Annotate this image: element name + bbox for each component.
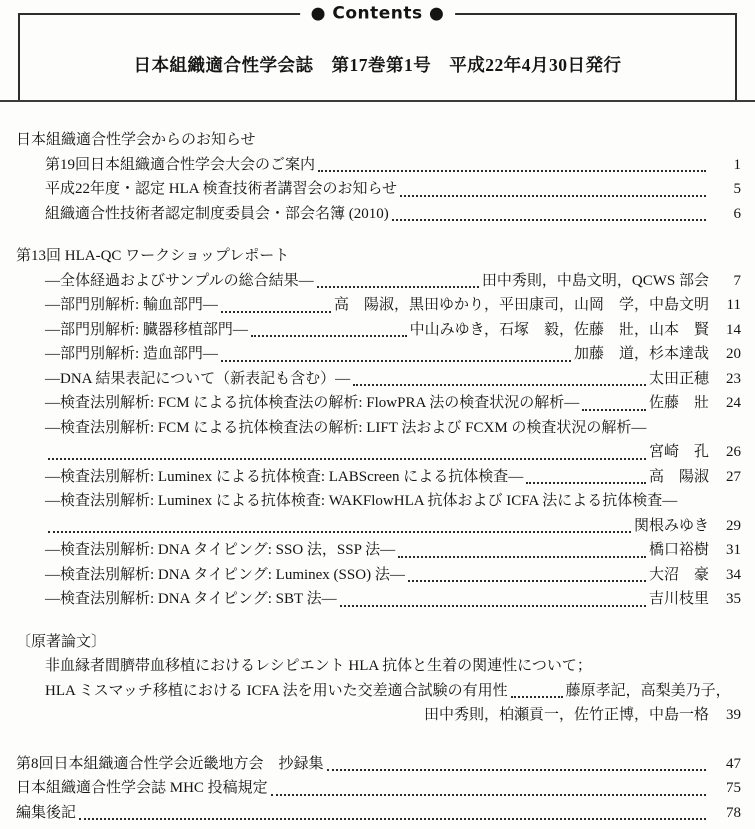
toc-row-page: 7 — [733, 272, 741, 289]
toc-row-page: 6 — [733, 205, 741, 222]
toc-row — [45, 293, 741, 318]
toc-section-3 — [16, 630, 741, 728]
dot-leader — [221, 311, 331, 313]
toc-row — [45, 367, 741, 392]
toc-row-title: 第19回日本組織適合性学会大会のご案内 — [45, 156, 316, 173]
toc-row-authors: 高 陽淑，黒田ゆかり，平田康司，山岡 学，中島文明 — [333, 297, 709, 313]
toc-row — [45, 318, 741, 343]
dot-leader — [48, 531, 631, 533]
toc-row — [45, 416, 741, 441]
toc-row-authors: 宮崎 孔 — [648, 444, 709, 460]
contents-label: ● Contents ● — [300, 6, 456, 23]
toc-row-authors: 太田正穂 — [648, 370, 709, 387]
section-header: 第13回 HLA-QC ワークショップレポート — [16, 248, 290, 264]
toc-row — [45, 269, 741, 294]
toc-row-page: 78 — [726, 804, 741, 821]
issue-title: 日本組織適合性学会誌 第17巻第1号 平成22年4月30日発行 — [133, 55, 622, 75]
toc-row-title: ―検査法別解析: Luminex による抗体検査: WAKFlowHLA 抗体および ICFA 法による抗体検査― — [45, 493, 678, 509]
toc-section-1 — [16, 128, 741, 226]
toc-row-title: 平成22年度・認定 HLA 検査技術者講習会のお知らせ — [45, 181, 398, 197]
toc-row-title: ―部門別解析: 輸血部門― — [45, 297, 218, 313]
toc-row-title: ―部門別解析: 造血部門― — [45, 346, 218, 362]
toc-row-title: ―検査法別解析: DNA タイピング: SSO 法，SSP 法― — [45, 542, 396, 558]
dot-leader — [392, 219, 706, 221]
toc-row-page: 11 — [726, 297, 741, 313]
toc-row — [45, 679, 741, 704]
toc-row-title: ―検査法別解析: FCM による抗体検査法の解析: FlowPRA 法の検査状況の解析― — [45, 395, 580, 411]
dot-leader — [79, 818, 706, 820]
dot-leader — [318, 170, 706, 172]
toc-row-authors: 関根みゆき — [633, 517, 709, 534]
toc-row-title: ―検査法別解析: Luminex による抗体検査: LABScreen による抗体検査― — [45, 468, 524, 485]
dot-leader — [526, 482, 646, 484]
toc-row-page: 14 — [726, 321, 741, 338]
toc-row — [45, 489, 741, 514]
toc-row-title: ―検査法別解析: DNA タイピング: Luminex (SSO) 法― — [45, 566, 405, 583]
toc-row-authors: 藤原孝記，高梨美乃子， — [565, 682, 731, 699]
toc-row-authors: 加藤 道，杉本達哉 — [573, 346, 709, 362]
toc-row-page: 47 — [726, 755, 741, 772]
toc-row-title: 第8回日本組織適合性学会近畿地方会 抄録集 — [16, 755, 324, 772]
toc-row — [45, 587, 741, 612]
section-header: 日本組織適合性学会からのお知らせ — [16, 132, 256, 148]
toc-row-page: 26 — [726, 444, 741, 460]
toc-row-page: 29 — [726, 517, 741, 534]
toc-row — [45, 202, 741, 227]
toc-row-title: ―DNA 結果表記について（新表記も含む）― — [45, 370, 351, 387]
dot-leader — [317, 286, 479, 288]
dot-leader — [353, 384, 646, 386]
toc-row — [45, 153, 741, 178]
toc-row-title: 組織適合性技術者認定制度委員会・部会名簿 (2010) — [45, 205, 389, 222]
toc-row-page: 1 — [733, 156, 741, 173]
toc-row — [45, 342, 741, 367]
toc-row-page: 35 — [726, 591, 741, 607]
toc-row-authors: 田中秀則，柏瀬貢一，佐竹正博，中島一格 — [423, 707, 709, 723]
dot-leader — [398, 556, 646, 558]
toc-row — [45, 514, 741, 539]
toc-row — [16, 801, 741, 826]
divider-rule — [0, 100, 755, 102]
toc — [16, 128, 741, 825]
issue-title-box — [18, 3, 737, 100]
toc-row-authors: 高 陽淑 — [648, 468, 709, 485]
toc-row — [45, 654, 741, 679]
toc-row-authors: 吉川枝里 — [648, 591, 709, 607]
toc-row — [45, 538, 741, 563]
dot-leader — [251, 335, 407, 337]
dot-leader — [340, 605, 646, 607]
toc-row — [45, 440, 741, 465]
toc-row-title: ―部門別解析: 臓器移植部門― — [45, 321, 248, 338]
toc-row-title: ―検査法別解析: FCM による抗体検査法の解析: LIFT 法および FCXM の検査状況の解析― — [45, 419, 647, 436]
toc-row-page: 75 — [726, 780, 741, 796]
toc-row-title: ―検査法別解析: DNA タイピング: SBT 法― — [45, 591, 337, 607]
dot-leader — [221, 360, 571, 362]
toc-row-page: 24 — [726, 395, 741, 411]
dot-leader — [327, 769, 706, 771]
toc-row-page: 31 — [726, 542, 741, 558]
dot-leader — [48, 458, 646, 460]
toc-section-4 — [16, 752, 741, 826]
toc-row-title: 編集後記 — [16, 804, 77, 821]
dot-leader — [408, 580, 646, 582]
toc-row-authors: 橋口裕樹 — [648, 542, 709, 558]
toc-row — [45, 465, 741, 490]
toc-row-title: HLA ミスマッチ移植における ICFA 法を用いた交差適合試験の有用性 — [45, 682, 508, 699]
toc-row-page: 39 — [726, 707, 741, 723]
toc-row — [16, 776, 741, 801]
toc-row-page: 5 — [733, 181, 741, 197]
toc-row-page: 20 — [726, 346, 741, 362]
toc-row-authors: 佐藤 壯 — [648, 395, 709, 411]
toc-row-title: 非血縁者間臍帯血移植におけるレシピエント HLA 抗体と生着の関連性について； — [45, 658, 592, 674]
toc-row-authors: 大沼 豪 — [648, 566, 709, 583]
toc-row — [16, 752, 741, 777]
toc-row — [45, 177, 741, 202]
section-header: 〔原著論文〕 — [16, 633, 107, 650]
toc-row-title: 日本組織適合性学会誌 MHC 投稿規定 — [16, 780, 268, 796]
toc-row-page: 34 — [726, 566, 741, 583]
toc-row-page: 27 — [726, 468, 741, 485]
toc-row — [45, 703, 741, 728]
toc-row — [45, 391, 741, 416]
toc-row-authors: 中山みゆき，石塚 毅，佐藤 壯，山本 賢 — [409, 321, 709, 338]
dot-leader — [400, 195, 706, 197]
toc-section-2 — [16, 244, 741, 612]
toc-row-page: 23 — [726, 370, 741, 387]
dot-leader — [271, 794, 706, 796]
dot-leader — [511, 696, 563, 698]
toc-row — [45, 563, 741, 588]
toc-row-authors: 田中秀則，中島文明，QCWS 部会 — [481, 272, 709, 289]
dot-leader — [582, 409, 646, 411]
toc-row-title: ―全体経過およびサンプルの総合結果― — [45, 272, 314, 289]
